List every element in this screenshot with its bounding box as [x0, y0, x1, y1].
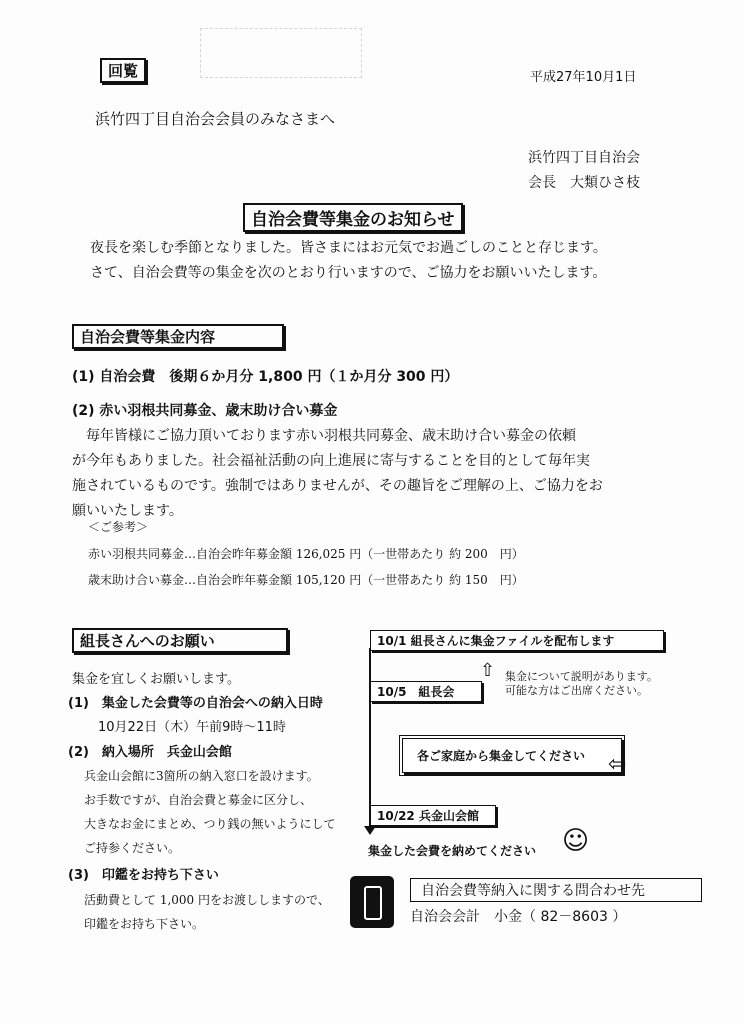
- timeline-line: [369, 648, 371, 828]
- timeline-arrow-icon: [364, 826, 376, 835]
- body-line: 印鑑をお持ち下さい。: [84, 917, 205, 931]
- body-line: ご持参ください。: [84, 841, 181, 855]
- seal-body: [84, 888, 330, 936]
- section-heading: 自治会費等集金内容: [72, 324, 284, 349]
- date: 平成27年10月1日: [530, 70, 637, 85]
- timeline-step-meeting: 10/5 組長会: [370, 681, 482, 702]
- body-line: お手数ですが、自治会費と募金に区分し、: [84, 793, 313, 807]
- donation-body: [72, 424, 603, 524]
- body-line: 活動費として 1,000 円をお渡ししますので、: [84, 893, 330, 907]
- sender-name: 会長 大類ひさ枝: [528, 175, 640, 191]
- circulation-stamp: 回覧: [100, 58, 146, 83]
- body-line: 願いいたします。: [72, 503, 183, 519]
- place-body: [84, 764, 336, 860]
- item-deadline: (1) 集金した会費等の自治会への納入日時: [68, 696, 323, 711]
- intro-line: さて、自治会費等の集金を次のとおり行いますので、ご協力をお願いいたします。: [90, 265, 607, 281]
- note-line: 集金について説明があります。: [505, 670, 658, 683]
- deadline-detail: 10月22日（木）午前9時～11時: [98, 720, 286, 735]
- seal-smudge: [200, 28, 362, 78]
- body-line: 兵金山会館に3箇所の納入窓口を設けます。: [84, 769, 319, 783]
- intro: [90, 236, 607, 286]
- timeline-step-hall: 10/22 兵金山会館: [370, 805, 496, 826]
- timeline-step-distribute: 10/1 組長さんに集金ファイルを配布します: [370, 630, 664, 651]
- mascot-flag-icon: ☺: [562, 826, 590, 856]
- phone-icon: [350, 876, 394, 928]
- sender-org: 浜竹四丁目自治会: [528, 150, 640, 166]
- mascot-icon: ⇧: [480, 660, 496, 681]
- contact-heading: 自治会費等納入に関する問合わせ先: [410, 878, 702, 902]
- body-line: 施されているものです。強制ではありませんが、その趣旨をご理解の上、ご協力をお: [72, 478, 603, 494]
- item-seal: (3) 印鑑をお持ち下さい: [68, 868, 219, 883]
- item-membership-fee: (1) 自治会費 後期６か月分 1,800 円（１か月分 300 円）: [72, 369, 459, 385]
- item-donations: (2) 赤い羽根共同募金、歳末助け合い募金: [72, 403, 338, 419]
- note-line: 可能な方はご出席ください。: [505, 684, 648, 697]
- mascot-pointing-icon: ⇦: [608, 752, 627, 777]
- timeline-step-submit: 集金した会費を納めてください: [368, 844, 537, 858]
- reference-red-feather: 赤い羽根共同募金…自治会昨年募金額 126,025 円（一世帯あたり 約 200 円）: [88, 547, 524, 561]
- body-line: が今年もありました。社会福祉活動の向上進展に寄与することを目的として毎年実: [72, 453, 590, 469]
- request-intro: 集金を宜しくお願いします。: [72, 672, 240, 687]
- reference-label: ＜ご参考＞: [88, 520, 149, 534]
- section-heading: 組長さんへのお願い: [72, 628, 288, 653]
- meeting-note: [505, 670, 658, 698]
- document-title: 自治会費等集金のお知らせ: [243, 203, 463, 232]
- body-line: 大きなお金にまとめ、つり銭の無いようにして: [84, 817, 336, 831]
- body-line: 毎年皆様にご協力頂いております赤い羽根共同募金、歳末助け合い募金の依頼: [72, 428, 576, 444]
- contact-line: 自治会会計 小金（ 82－8603 ）: [410, 909, 627, 925]
- item-place: (2) 納入場所 兵金山会館: [68, 745, 232, 760]
- timeline-step-collect: 各ご家庭から集金してください: [402, 738, 622, 773]
- reference-year-end: 歳末助け合い募金…自治会昨年募金額 105,120 円（一世帯あたり 約 150 円）: [88, 573, 524, 587]
- intro-line: 夜長を楽しむ季節となりました。皆さまにはお元気でお過ごしのことと存じます。: [90, 240, 607, 256]
- addressee: 浜竹四丁目自治会会員のみなさまへ: [95, 110, 336, 128]
